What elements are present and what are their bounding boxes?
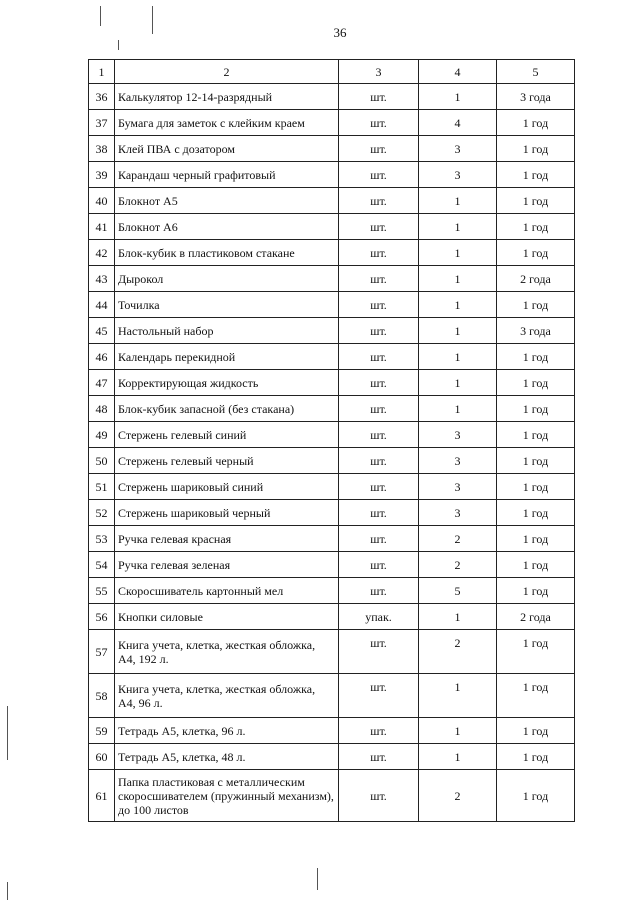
- item-name: Клей ПВА с дозатором: [115, 136, 339, 162]
- item-unit: шт.: [339, 214, 419, 240]
- item-unit: шт.: [339, 84, 419, 110]
- item-unit: шт.: [339, 744, 419, 770]
- table-row: [89, 422, 575, 448]
- table-row: [89, 674, 575, 718]
- table-row: [89, 770, 575, 822]
- item-quantity: 1: [419, 266, 497, 292]
- table-row: [89, 370, 575, 396]
- item-term: 2 года: [497, 266, 575, 292]
- column-header-unit: 3: [339, 60, 419, 84]
- item-term: 1 год: [497, 500, 575, 526]
- item-name: Книга учета, клетка, жесткая обложка, А4, 192 л.: [115, 630, 339, 674]
- table-row: [89, 578, 575, 604]
- item-term: 3 года: [497, 84, 575, 110]
- item-unit: шт.: [339, 266, 419, 292]
- row-number: 50: [89, 448, 115, 474]
- column-header-name: 2: [115, 60, 339, 84]
- table-row: [89, 188, 575, 214]
- row-number: 43: [89, 266, 115, 292]
- item-term: 1 год: [497, 526, 575, 552]
- item-quantity: 1: [419, 214, 497, 240]
- item-term: 1 год: [497, 110, 575, 136]
- item-name: Дырокол: [115, 266, 339, 292]
- item-name: Ручка гелевая красная: [115, 526, 339, 552]
- item-name: Скоросшиватель картонный мел: [115, 578, 339, 604]
- row-number: 44: [89, 292, 115, 318]
- item-name: Карандаш черный графитовый: [115, 162, 339, 188]
- table-row: [89, 318, 575, 344]
- item-term: 1 год: [497, 744, 575, 770]
- item-quantity: 1: [419, 674, 497, 718]
- row-number: 46: [89, 344, 115, 370]
- item-term: 2 года: [497, 604, 575, 630]
- table-row: [89, 718, 575, 744]
- item-name: Корректирующая жидкость: [115, 370, 339, 396]
- item-quantity: 1: [419, 370, 497, 396]
- item-unit: шт.: [339, 448, 419, 474]
- table-row: [89, 396, 575, 422]
- table-row: [89, 240, 575, 266]
- item-unit: шт.: [339, 674, 419, 718]
- item-quantity: 2: [419, 526, 497, 552]
- item-name: Книга учета, клетка, жесткая обложка, А4, 96 л.: [115, 674, 339, 718]
- item-name: Тетрадь А5, клетка, 48 л.: [115, 744, 339, 770]
- item-name: Тетрадь А5, клетка, 96 л.: [115, 718, 339, 744]
- item-term: 1 год: [497, 292, 575, 318]
- item-unit: шт.: [339, 396, 419, 422]
- item-quantity: 3: [419, 136, 497, 162]
- table-row: [89, 136, 575, 162]
- item-term: 1 год: [497, 674, 575, 718]
- table-row: [89, 110, 575, 136]
- row-number: 52: [89, 500, 115, 526]
- supplies-table: [88, 59, 575, 822]
- table-row: [89, 292, 575, 318]
- table-header-row: [89, 60, 575, 84]
- item-name: Точилка: [115, 292, 339, 318]
- table-row: [89, 214, 575, 240]
- row-number: 61: [89, 770, 115, 822]
- row-number: 57: [89, 630, 115, 674]
- item-quantity: 1: [419, 744, 497, 770]
- item-quantity: 1: [419, 604, 497, 630]
- scan-margin-mark: [7, 882, 8, 900]
- item-term: 1 год: [497, 396, 575, 422]
- item-name: Календарь перекидной: [115, 344, 339, 370]
- item-name: Блок-кубик запасной (без стакана): [115, 396, 339, 422]
- scan-margin-mark: [100, 6, 101, 26]
- scan-margin-mark: [118, 40, 119, 50]
- item-name: Настольный набор: [115, 318, 339, 344]
- scan-margin-mark: [7, 706, 8, 760]
- item-quantity: 3: [419, 448, 497, 474]
- row-number: 54: [89, 552, 115, 578]
- table-body: [89, 84, 575, 822]
- table-row: [89, 448, 575, 474]
- item-term: 1 год: [497, 136, 575, 162]
- row-number: 56: [89, 604, 115, 630]
- row-number: 41: [89, 214, 115, 240]
- item-quantity: 3: [419, 162, 497, 188]
- item-term: 1 год: [497, 552, 575, 578]
- item-unit: шт.: [339, 370, 419, 396]
- item-unit: шт.: [339, 344, 419, 370]
- item-unit: шт.: [339, 474, 419, 500]
- item-name: Стержень гелевый черный: [115, 448, 339, 474]
- item-name: Блок-кубик в пластиковом стакане: [115, 240, 339, 266]
- item-name: Стержень гелевый синий: [115, 422, 339, 448]
- table-row: [89, 744, 575, 770]
- item-term: 1 год: [497, 474, 575, 500]
- row-number: 38: [89, 136, 115, 162]
- item-unit: шт.: [339, 162, 419, 188]
- item-quantity: 1: [419, 318, 497, 344]
- item-name: Ручка гелевая зеленая: [115, 552, 339, 578]
- item-quantity: 1: [419, 396, 497, 422]
- item-name: Калькулятор 12-14-разрядный: [115, 84, 339, 110]
- item-term: 1 год: [497, 718, 575, 744]
- row-number: 47: [89, 370, 115, 396]
- table-row: [89, 266, 575, 292]
- item-quantity: 1: [419, 718, 497, 744]
- row-number: 55: [89, 578, 115, 604]
- item-unit: шт.: [339, 422, 419, 448]
- item-term: 3 года: [497, 318, 575, 344]
- table-row: [89, 474, 575, 500]
- item-unit: шт.: [339, 552, 419, 578]
- item-unit: шт.: [339, 526, 419, 552]
- item-name: Кнопки силовые: [115, 604, 339, 630]
- item-unit: шт.: [339, 770, 419, 822]
- item-quantity: 3: [419, 422, 497, 448]
- row-number: 58: [89, 674, 115, 718]
- item-name: Папка пластиковая с металлическим скоросшивателем (пружинный механизм), до 100 листов: [115, 770, 339, 822]
- item-term: 1 год: [497, 448, 575, 474]
- row-number: 42: [89, 240, 115, 266]
- item-term: 1 год: [497, 162, 575, 188]
- item-name: Стержень шариковый черный: [115, 500, 339, 526]
- item-unit: шт.: [339, 318, 419, 344]
- row-number: 51: [89, 474, 115, 500]
- item-quantity: 1: [419, 188, 497, 214]
- row-number: 37: [89, 110, 115, 136]
- column-header-quantity: 4: [419, 60, 497, 84]
- row-number: 39: [89, 162, 115, 188]
- row-number: 36: [89, 84, 115, 110]
- table-row: [89, 344, 575, 370]
- item-quantity: 2: [419, 552, 497, 578]
- table-row: [89, 552, 575, 578]
- table-row: [89, 630, 575, 674]
- item-term: 1 год: [497, 370, 575, 396]
- item-unit: шт.: [339, 292, 419, 318]
- table-row: [89, 604, 575, 630]
- row-number: 48: [89, 396, 115, 422]
- row-number: 40: [89, 188, 115, 214]
- item-unit: шт.: [339, 718, 419, 744]
- table-row: [89, 500, 575, 526]
- row-number: 59: [89, 718, 115, 744]
- item-unit: шт.: [339, 110, 419, 136]
- scan-margin-mark: [317, 868, 318, 890]
- item-term: 1 год: [497, 214, 575, 240]
- item-unit: шт.: [339, 500, 419, 526]
- item-name: Блокнот А5: [115, 188, 339, 214]
- item-quantity: 1: [419, 84, 497, 110]
- item-quantity: 1: [419, 240, 497, 266]
- item-term: 1 год: [497, 578, 575, 604]
- item-name: Бумага для заметок с клейким краем: [115, 110, 339, 136]
- column-header-term: 5: [497, 60, 575, 84]
- item-quantity: 2: [419, 770, 497, 822]
- item-quantity: 3: [419, 474, 497, 500]
- item-quantity: 4: [419, 110, 497, 136]
- item-term: 1 год: [497, 344, 575, 370]
- item-unit: шт.: [339, 630, 419, 674]
- item-unit: упак.: [339, 604, 419, 630]
- item-term: 1 год: [497, 188, 575, 214]
- column-header-number: 1: [89, 60, 115, 84]
- item-quantity: 1: [419, 344, 497, 370]
- item-term: 1 год: [497, 630, 575, 674]
- item-quantity: 3: [419, 500, 497, 526]
- table-row: [89, 526, 575, 552]
- row-number: 60: [89, 744, 115, 770]
- row-number: 49: [89, 422, 115, 448]
- item-quantity: 2: [419, 630, 497, 674]
- item-quantity: 5: [419, 578, 497, 604]
- row-number: 53: [89, 526, 115, 552]
- table-row: [89, 84, 575, 110]
- item-term: 1 год: [497, 770, 575, 822]
- item-name: Стержень шариковый синий: [115, 474, 339, 500]
- item-term: 1 год: [497, 422, 575, 448]
- item-unit: шт.: [339, 578, 419, 604]
- item-name: Блокнот А6: [115, 214, 339, 240]
- page-number: 36: [333, 25, 347, 40]
- item-quantity: 1: [419, 292, 497, 318]
- item-unit: шт.: [339, 240, 419, 266]
- table-row: [89, 162, 575, 188]
- item-term: 1 год: [497, 240, 575, 266]
- item-unit: шт.: [339, 188, 419, 214]
- item-unit: шт.: [339, 136, 419, 162]
- row-number: 45: [89, 318, 115, 344]
